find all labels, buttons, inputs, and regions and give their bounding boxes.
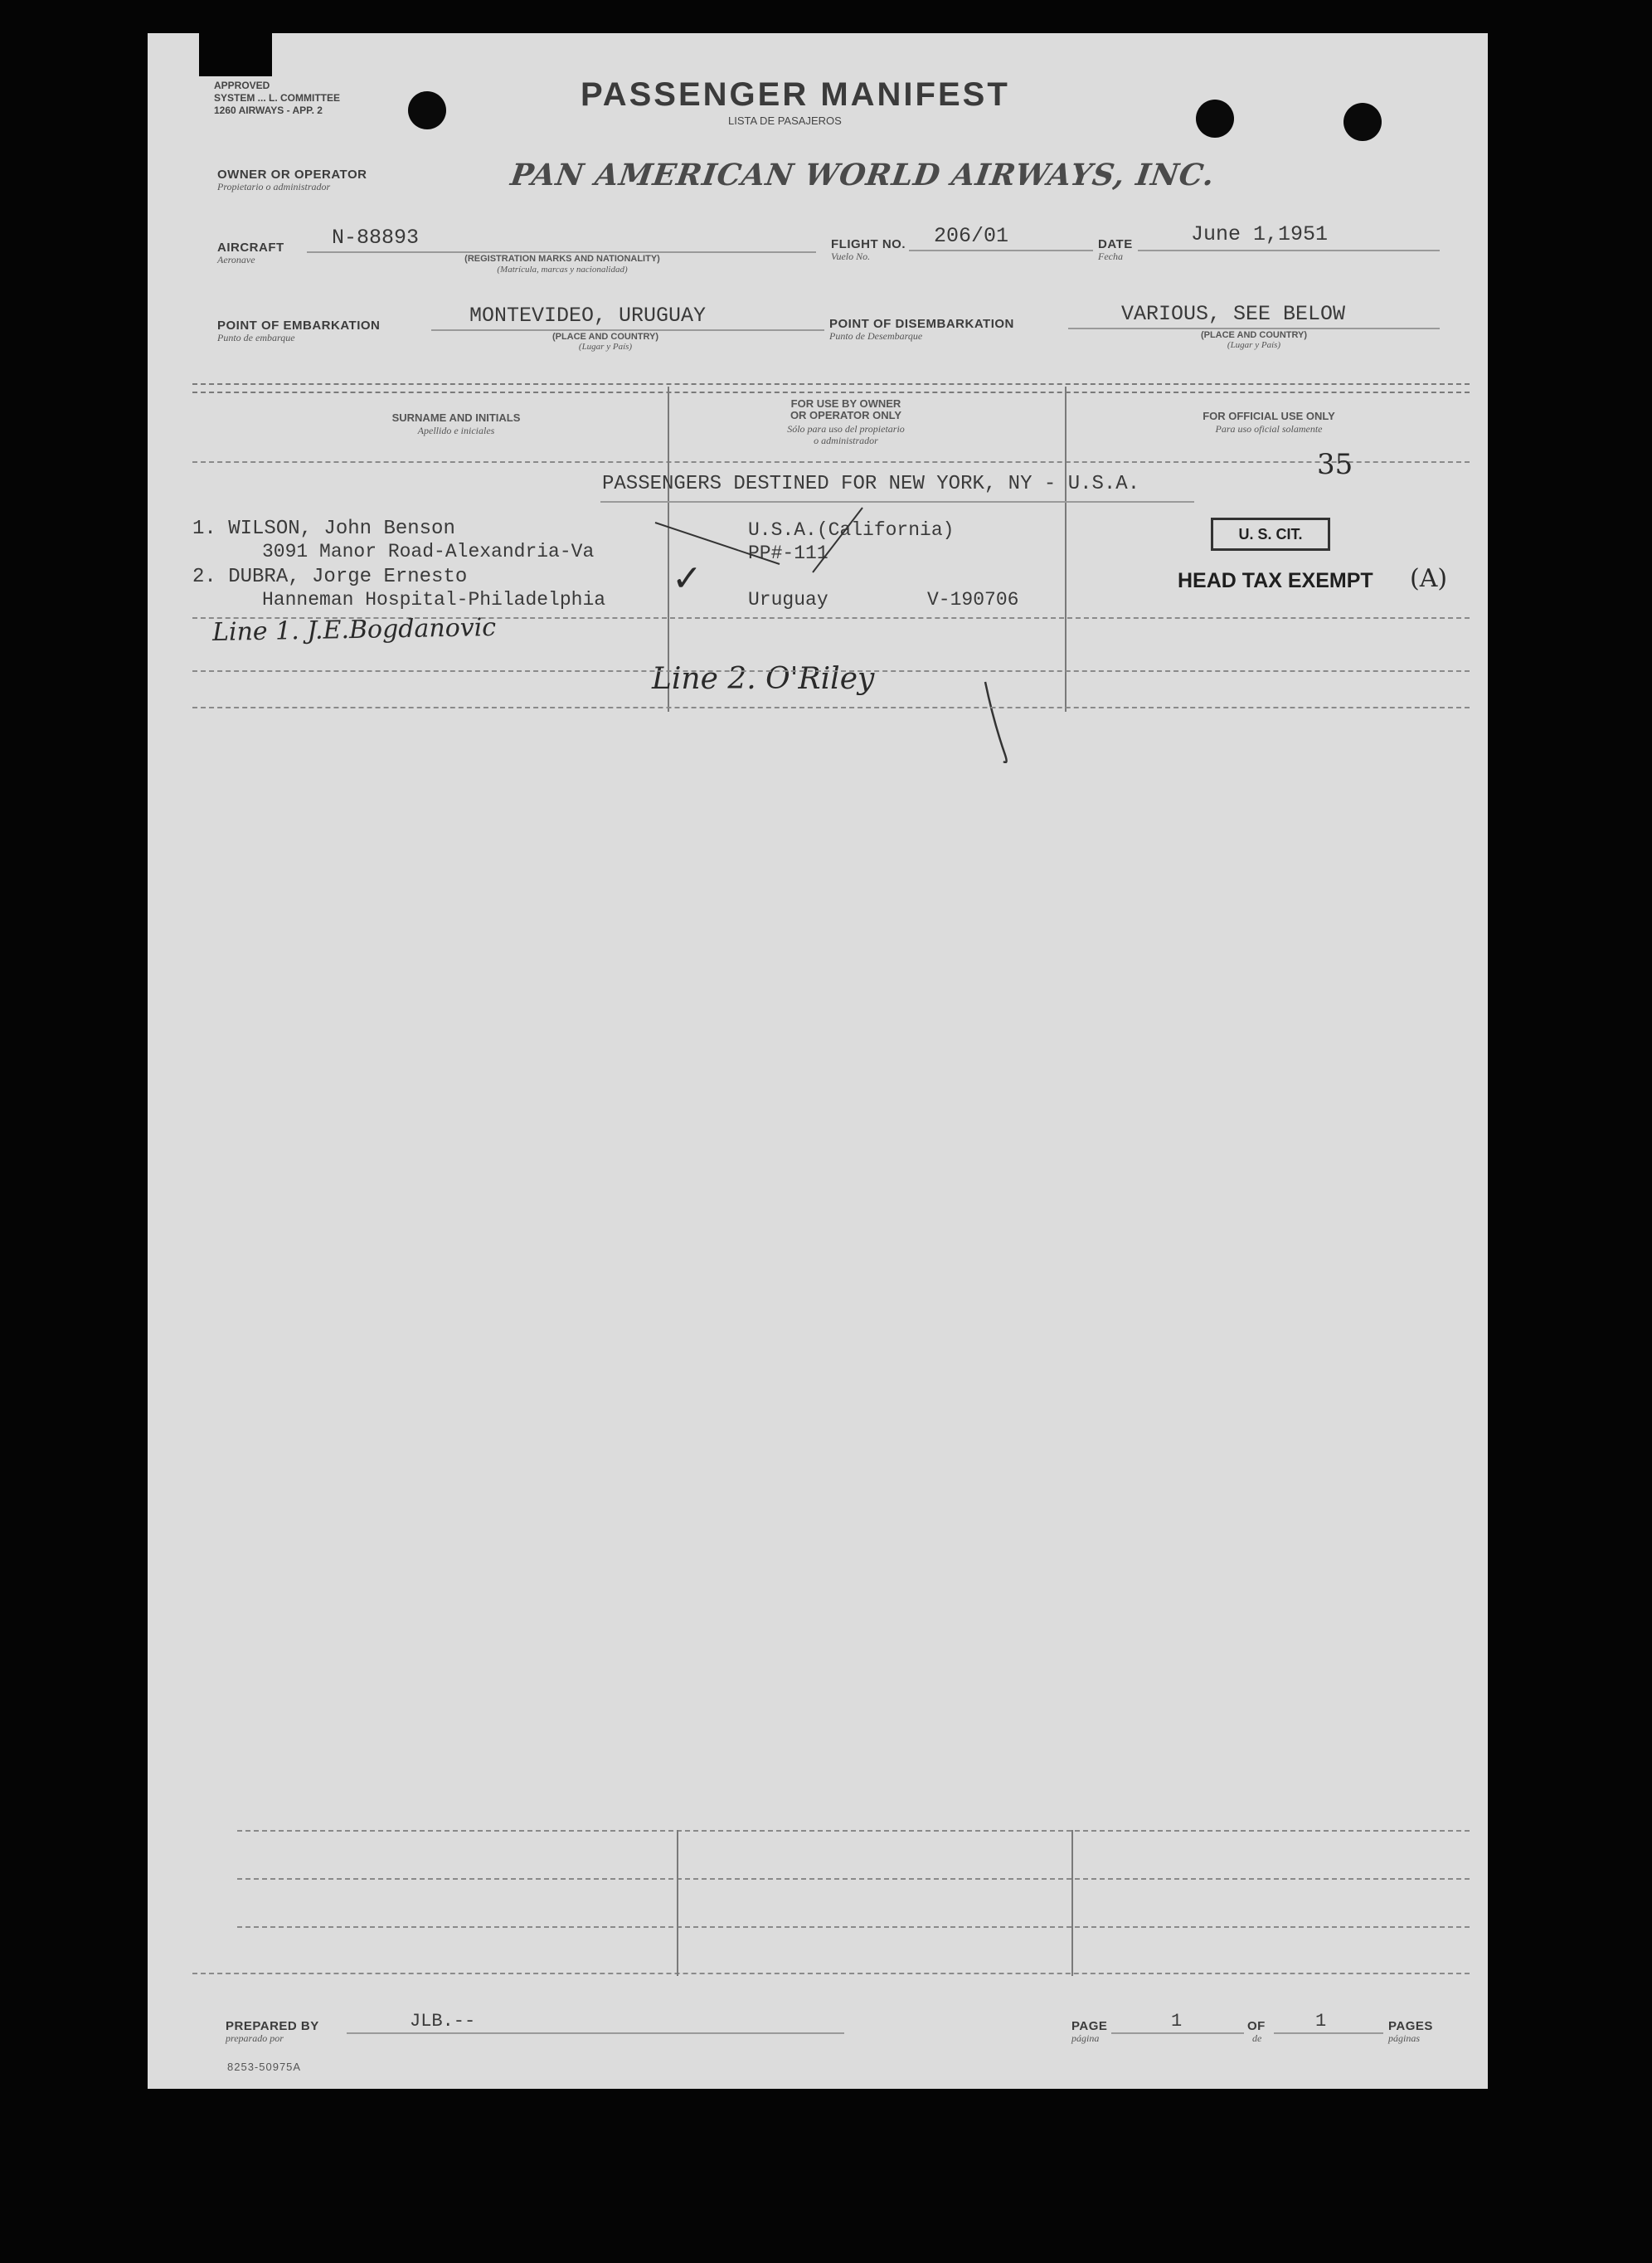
page-number: 1 [1171,2011,1183,2032]
aircraft-label-es: Aeronave [217,254,255,265]
pages-label: PAGES [1388,2019,1433,2033]
surname-header-es: Apellido e iniciales [417,425,495,436]
flight-label-es: Vuelo No. [831,251,871,262]
embarkation-label: POINT OF EMBARKATION [217,319,381,333]
embarkation-point: MONTEVIDEO, URUGUAY [469,304,707,328]
embarkation-caption-es: (Lugar y País) [578,342,633,352]
punch-hole-center [1196,100,1234,138]
disembarkation-label-es: Punto de Desembarque [829,330,923,342]
passenger-address: 3091 Manor Road-Alexandria-Va [262,541,595,562]
aircraft-registration: N-88893 [332,226,420,250]
passenger-name: 2. DUBRA, Jorge Ernesto [192,566,468,588]
handwritten-signature: Line 1. J.E.Bogdanovic [211,613,497,647]
pages-label-es: páginas [1388,2032,1421,2044]
owner-use-header-es-line: Sólo para uso del propietario [787,423,905,435]
flight-date: June 1,1951 [1191,222,1329,246]
passenger-passport: PP#-111 [748,543,828,564]
passenger-nationality: Uruguay [748,589,828,611]
page-total: 1 [1315,2011,1327,2032]
page-label: PAGE [1071,2019,1108,2033]
passenger-visa: V-190706 [927,589,1019,611]
prepared-by-label: PREPARED BY [226,2019,319,2033]
owner-use-header-es [680,423,1012,446]
operator-name: PAN AMERICAN WORLD AIRWAYS, INC. [508,158,1217,192]
approval-line: SYSTEM ... L. COMMITTEE [214,92,341,104]
approval-note [214,80,340,117]
passenger-citizenship: U.S.A.(California) [748,519,955,541]
check-mark: ✓ [672,557,702,600]
aircraft-label: AIRCRAFT [217,241,284,255]
us-citizen-stamp: U. S. CIT. [1211,518,1330,551]
handwritten-strokes [647,498,1028,763]
official-count: 35 [1317,448,1353,481]
corner-tab [199,33,272,76]
disembarkation-label: POINT OF DISEMBARKATION [829,317,1014,331]
approval-line: 1260 AIRWAYS - APP. 2 [214,105,323,116]
passenger-address: Hanneman Hospital-Philadelphia [262,589,606,611]
disembarkation-caption-es: (Lugar y País) [1227,340,1281,350]
column-divider [1065,387,1067,712]
embarkation-label-es: Punto de embarque [217,332,295,343]
of-label-es: de [1252,2032,1262,2044]
official-header-es: Para uso oficial solamente [1215,423,1323,435]
handwritten-signature: Line 2. O'Riley [652,662,875,696]
approval-line: APPROVED [214,80,270,91]
prepared-by-label-es: preparado por [226,2032,284,2044]
owner-use-header-line: FOR USE BY OWNER [790,397,901,410]
head-tax-mark: (A) [1410,564,1448,593]
prepared-by-value: JLB.-- [410,2011,476,2032]
aircraft-caption: (REGISTRATION MARKS AND NATIONALITY) [464,254,660,264]
table-top-rule [192,383,1470,393]
owner-use-header [680,398,1012,421]
page-label-es: página [1071,2032,1100,2044]
punch-hole-right [1343,103,1382,141]
page-title-spanish: LISTA DE PASAJEROS [728,114,842,127]
passenger-name: 1. WILSON, John Benson [192,518,455,540]
owner-use-header-es-line: o administrador [814,435,878,446]
owner-label: OWNER OR OPERATOR [217,168,367,182]
embarkation-caption: (PLACE AND COUNTRY) [551,332,659,342]
head-tax-stamp: HEAD TAX EXEMPT [1178,569,1373,592]
flight-label: FLIGHT NO. [831,237,906,251]
destination-line: PASSENGERS DESTINED FOR NEW YORK, NY - U.S.A. [602,473,1140,495]
official-header: FOR OFFICIAL USE ONLY [1203,410,1335,422]
date-label-es: Fecha [1098,251,1123,262]
lower-table [237,1830,1470,1976]
owner-label-es: Propietario o administrador [217,181,331,192]
flight-number: 206/01 [934,224,1009,248]
form-number: 8253-50975A [227,2061,302,2073]
disembarkation-point: VARIOUS, SEE BELOW [1121,302,1346,326]
disembarkation-caption: (PLACE AND COUNTRY) [1200,330,1308,340]
owner-use-header-line: OR OPERATOR ONLY [790,409,902,421]
surname-header: SURNAME AND INITIALS [391,411,521,424]
of-label: OF [1247,2019,1266,2033]
date-label: DATE [1098,237,1133,251]
punch-hole-left [408,91,446,129]
page-title: PASSENGER MANIFEST [581,76,1010,113]
aircraft-caption-es: (Matrícula, marcas y nacionalidad) [497,265,628,275]
